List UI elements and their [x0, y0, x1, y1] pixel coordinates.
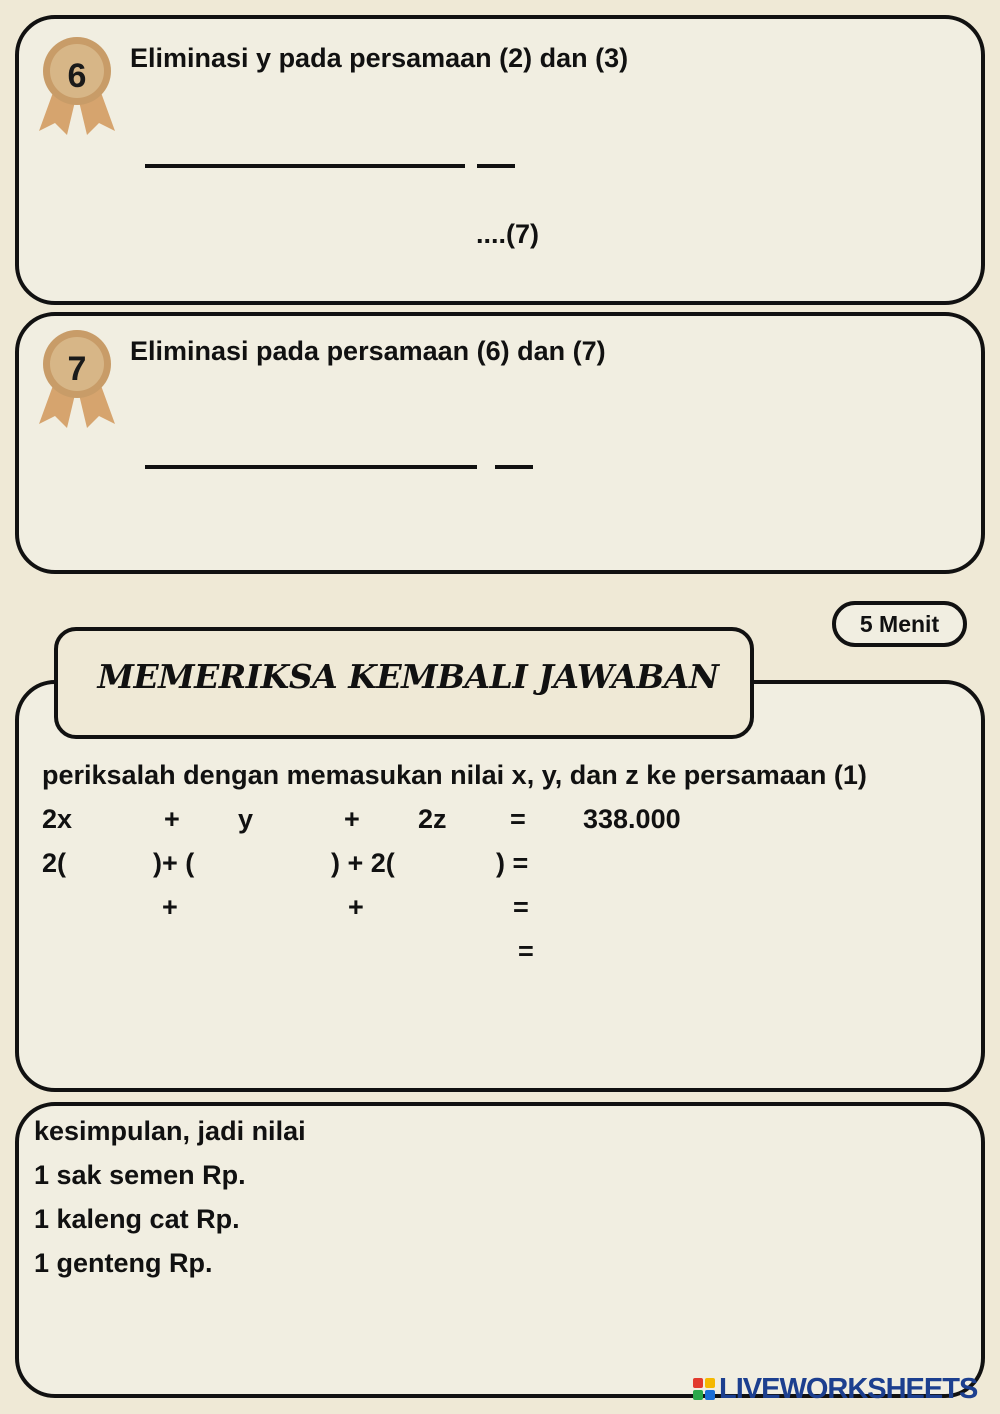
equation-operator: +	[164, 804, 180, 834]
conclusion-line: 1 genteng Rp.	[34, 1248, 213, 1278]
timer-badge: 5 Menit	[832, 601, 967, 647]
medal-icon	[37, 35, 117, 135]
section-title: MEMERIKSA KEMBALI JAWABAN	[97, 657, 719, 696]
medal-icon	[37, 328, 117, 428]
step-heading: Eliminasi y pada persamaan (2) dan (3)	[130, 43, 629, 73]
answer-line[interactable]	[145, 465, 477, 469]
step-heading: Eliminasi pada persamaan (6) dan (7)	[130, 336, 606, 366]
equation-term: 2z	[418, 804, 447, 834]
section-banner	[54, 627, 754, 739]
equation-term: y	[238, 804, 254, 834]
equation-operator: +	[162, 892, 178, 922]
instruction-text: periksalah dengan memasukan nilai x, y, dan z ke persamaan (1)	[42, 760, 867, 790]
equation-label: ....(7)	[476, 219, 540, 249]
substitution-part: )+ (	[153, 848, 195, 878]
step-7-card	[15, 312, 985, 574]
conclusion-intro: kesimpulan, jadi nilai	[34, 1116, 306, 1146]
equation-equals: =	[513, 892, 529, 922]
equation-operator: +	[344, 804, 360, 834]
equation-operator: +	[348, 892, 364, 922]
conclusion-line: 1 sak semen Rp.	[34, 1160, 246, 1190]
equation-equals: =	[518, 936, 534, 966]
equation-result: 338.000	[583, 804, 681, 834]
substitution-part: ) + 2(	[331, 848, 395, 878]
substitution-part: ) =	[496, 848, 529, 878]
substitution-part: 2(	[42, 848, 67, 878]
operator-line[interactable]	[495, 465, 533, 469]
check-answer-card	[15, 680, 985, 1092]
step-number: 7	[67, 350, 87, 388]
operator-line[interactable]	[477, 164, 515, 168]
liveworksheets-brand	[693, 1374, 977, 1404]
brand-text: LIVEWORKSHEETS	[719, 1372, 978, 1405]
liveworksheets-logo-icon	[693, 1378, 715, 1400]
step-number: 6	[67, 57, 87, 95]
equation-term: 2x	[42, 804, 73, 834]
answer-line[interactable]	[145, 164, 465, 168]
conclusion-line: 1 kaleng cat Rp.	[34, 1204, 240, 1234]
equation-equals: =	[510, 804, 526, 834]
step-6-card	[15, 15, 985, 305]
